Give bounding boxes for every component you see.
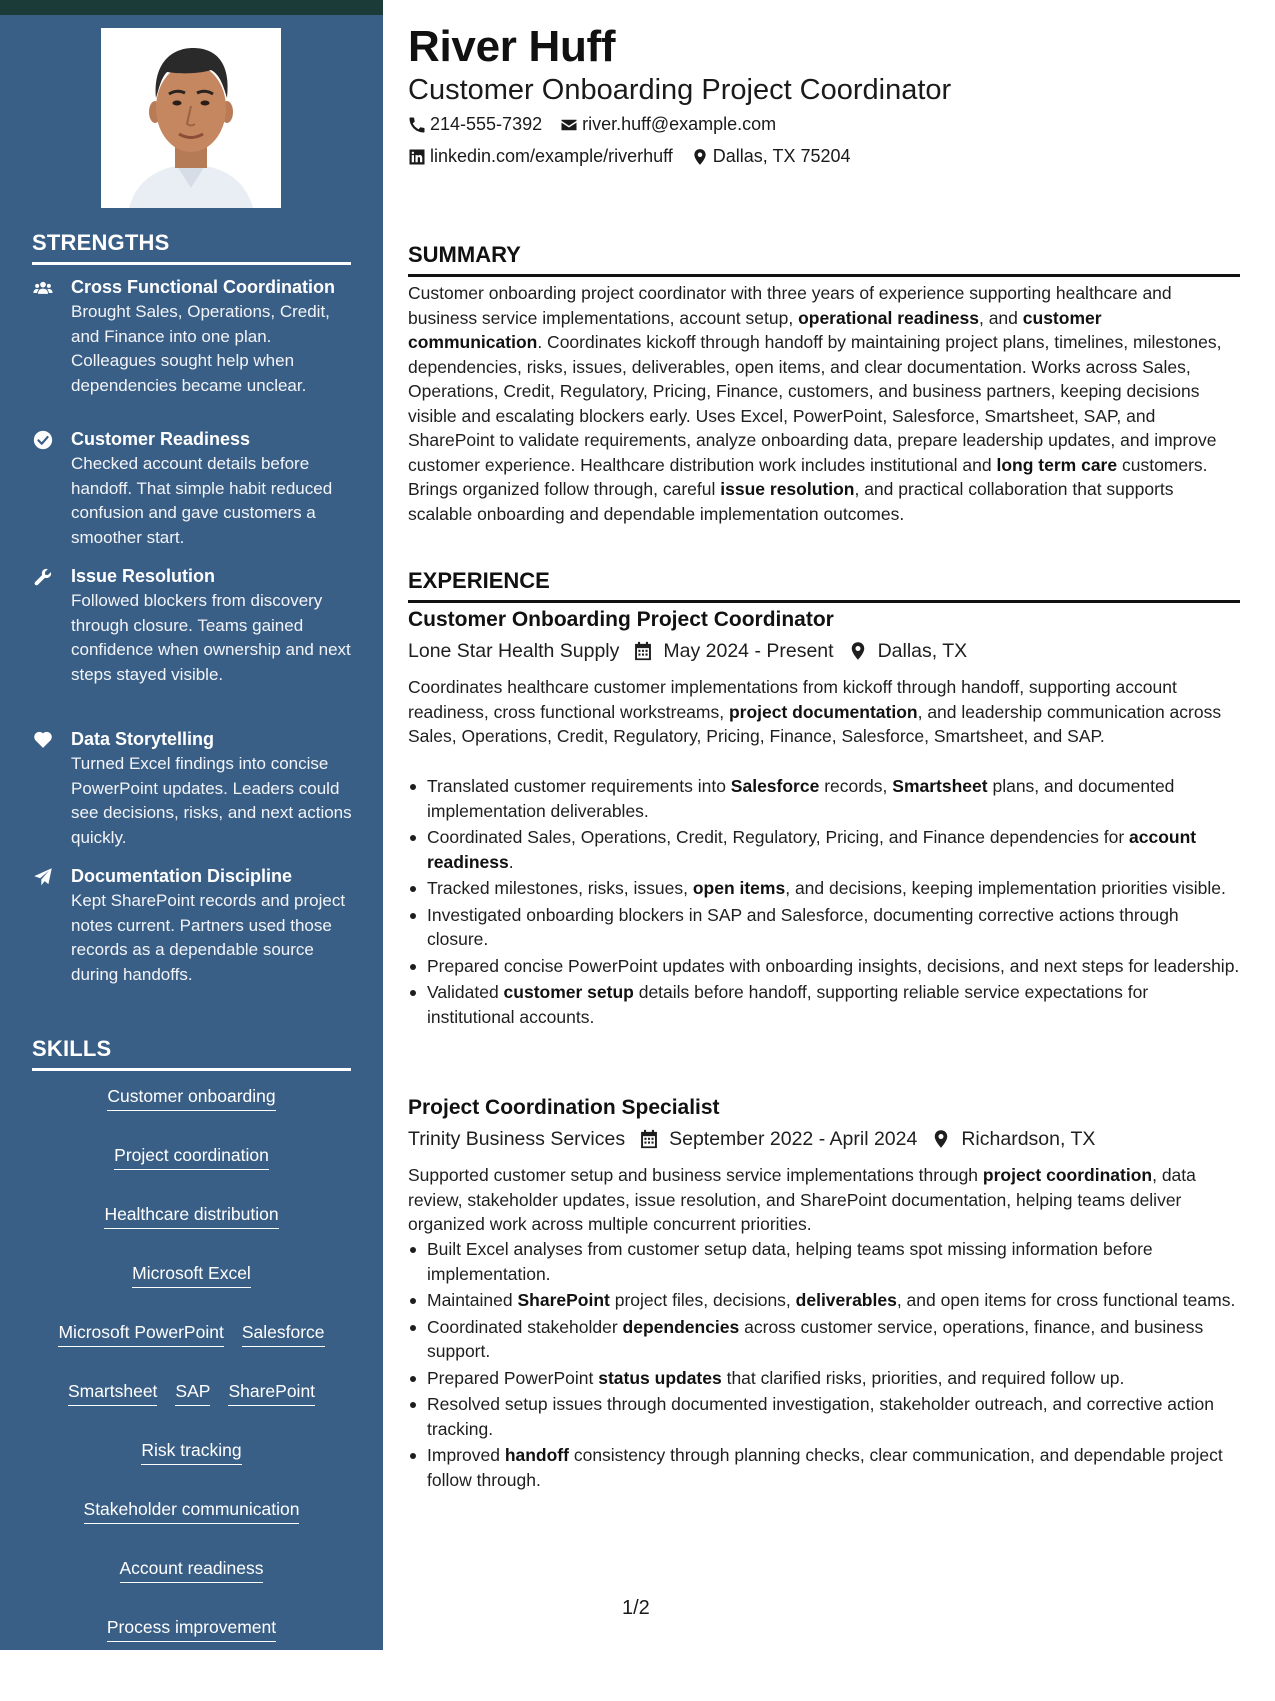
linkedin-icon — [408, 148, 426, 166]
map-pin-icon — [691, 148, 709, 166]
skill-tag: Microsoft PowerPoint — [58, 1320, 223, 1347]
strength-desc: Brought Sales, Operations, Credit, and Finance into one plan. Colleagues sought help when dependencies became unclear. — [71, 302, 330, 395]
phone-icon — [408, 116, 426, 134]
skill-tag: Issue resolution — [192, 1674, 315, 1701]
phone-contact[interactable] — [408, 114, 542, 135]
heart-icon — [32, 729, 54, 751]
job-title: Project Coordination Specialist — [408, 1096, 720, 1119]
summary-text: Customer onboarding project coordinator with three years of experience supporting healthcare and business service implementations, account setup, operational readiness, and customer communication. Coordinates kickoff through handoff by maintaining project plans, timelines, milestones, dependencies, risks, issues, deliverables, open items, and clear documentation. Works across Sales, Operations, Credit, Regulatory, Pricing, Finance, customers, and business partners, keeping decisions visible and escalating blockers early. Uses Excel, PowerPoint, Salesforce, Smartsheet, SAP, and SharePoint to validate requirements, analyze onboarding data, prepare leadership updates, and improve customer experience. Healthcare distribution work includes institutional and long term care customers. Brings organized follow through, careful issue resolution, and practical collaboration that supports scalable onboarding and dependable implementation outcomes. — [408, 283, 1222, 524]
profile-photo — [101, 28, 281, 208]
job-title: Customer Onboarding Project Coordinator — [408, 608, 834, 631]
job-bullets — [408, 1237, 1240, 1494]
email-text: river.huff@example.com — [582, 114, 777, 134]
strength-desc: Kept SharePoint records and project notes current. Partners used those records as a dependable source during handoffs. — [71, 891, 346, 984]
list-item: Prepared concise PowerPoint updates with onboarding insights, decisions, and next steps for leadership. — [408, 954, 1240, 979]
job-description: Coordinates healthcare customer implementations from kickoff through handoff, supporting account readiness, cross functional workstreams, project documentation, and leadership communication across Sales, Operations, Credit, Regulatory, Pricing, Finance, Salesforce, Smartsheet, and SAP. — [408, 677, 1222, 746]
skill-tag: Data analysis — [69, 1674, 174, 1701]
contact-row — [408, 114, 794, 135]
skill-tag: Project coordination — [114, 1143, 269, 1170]
summary-heading: SUMMARY — [408, 242, 1240, 277]
linkedin-text: linkedin.com/example/riverhuff — [430, 146, 673, 166]
skills-heading: SKILLS — [32, 1036, 351, 1071]
strengths-heading: STRENGTHS — [32, 230, 351, 265]
calendar-icon — [633, 641, 655, 663]
skill-tag: Risk tracking — [141, 1438, 241, 1465]
job-meta — [408, 1128, 1095, 1151]
strength-desc: Turned Excel findings into concise PowerPoint updates. Leaders could see decisions, risks, and next actions quickly. — [71, 754, 352, 847]
list-item: Resolved setup issues through documented investigation, stakeholder outreach, and corrective action tracking. — [408, 1392, 1240, 1441]
company-name: Trinity Business Services — [408, 1128, 626, 1150]
list-item: Improved handoff consistency through planning checks, clear communication, and dependable project follow through. — [408, 1443, 1240, 1492]
strength-title: Customer Readiness — [71, 429, 251, 449]
job-dates: September 2022 - April 2024 — [669, 1128, 918, 1150]
skill-tag: Smartsheet — [68, 1379, 157, 1406]
list-item: Translated customer requirements into Salesforce records, Smartsheet plans, and documented implementation deliverables. — [408, 774, 1240, 823]
page-number: 1/2 — [622, 1597, 650, 1619]
list-item: Prepared PowerPoint status updates that clarified risks, priorities, and required follow up. — [408, 1366, 1240, 1391]
candidate-name: River Huff — [408, 22, 616, 71]
list-item: Built Excel analyses from customer setup data, helping teams spot missing information before implementation. — [408, 1237, 1240, 1286]
skills-list — [32, 1084, 351, 1701]
company-name: Lone Star Health Supply — [408, 640, 620, 662]
strength-title: Issue Resolution — [71, 566, 216, 586]
strength-title: Data Storytelling — [71, 729, 215, 749]
job-bullets — [408, 774, 1240, 1031]
skill-tag: Stakeholder communication — [84, 1497, 300, 1524]
skill-tag: SharePoint — [228, 1379, 315, 1406]
candidate-role: Customer Onboarding Project Coordinator — [408, 74, 952, 106]
skill-tag: Account readiness — [120, 1556, 264, 1583]
contact-row — [408, 146, 869, 167]
skill-tag: SAP — [175, 1379, 210, 1406]
skill-tag: Microsoft Excel — [132, 1261, 251, 1288]
users-icon — [32, 277, 54, 299]
check-circle-icon — [32, 429, 54, 451]
strength-desc: Checked account details before handoff. That simple habit reduced confusion and gave customers a smoother start. — [71, 454, 333, 547]
job-location: Richardson, TX — [961, 1128, 1096, 1150]
sidebar-top-bar — [0, 0, 383, 15]
map-pin-icon — [931, 1129, 953, 1151]
list-item: Validated customer setup details before handoff, supporting reliable service expectations for institutional accounts. — [408, 980, 1240, 1029]
experience-heading: EXPERIENCE — [408, 568, 1240, 603]
envelope-icon — [560, 116, 578, 134]
list-item: Coordinated Sales, Operations, Credit, Regulatory, Pricing, and Finance dependencies for account readiness. — [408, 825, 1240, 874]
location-contact — [691, 146, 851, 167]
wrench-icon — [32, 566, 54, 588]
map-pin-icon — [848, 641, 870, 663]
skill-tag: Process improvement — [107, 1615, 276, 1642]
list-item: Tracked milestones, risks, issues, open items, and decisions, keeping implementation priorities visible. — [408, 876, 1240, 901]
profile-photo-illustration — [101, 28, 281, 208]
skill-tag: Customer onboarding — [107, 1084, 275, 1111]
list-item: Maintained SharePoint project files, decisions, deliverables, and open items for cross functional teams. — [408, 1288, 1240, 1313]
job-location: Dallas, TX — [877, 640, 968, 662]
strength-title: Cross Functional Coordination — [71, 277, 335, 297]
job-description: Supported customer setup and business service implementations through project coordination, data review, stakeholder updates, issue resolution, and SharePoint documentation, helping teams deliver organized work across multiple concurrent priorities. — [408, 1165, 1196, 1234]
location-text: Dallas, TX 75204 — [712, 146, 851, 166]
paper-plane-icon — [32, 866, 54, 888]
job-dates: May 2024 - Present — [663, 640, 834, 662]
sidebar — [0, 0, 383, 1696]
phone-text: 214-555-7392 — [430, 114, 543, 134]
skill-tag: Salesforce — [242, 1320, 325, 1347]
skill-tag: Healthcare distribution — [104, 1202, 278, 1229]
list-item: Coordinated stakeholder dependencies across customer service, operations, finance, and business support. — [408, 1315, 1240, 1364]
main-content — [408, 0, 1240, 1650]
strength-title: Documentation Discipline — [71, 866, 293, 886]
strength-desc: Followed blockers from discovery through closure. Teams gained confidence when ownership and next steps stayed visible. — [71, 591, 351, 684]
list-item: Investigated onboarding blockers in SAP and Salesforce, documenting corrective actions through closure. — [408, 903, 1240, 952]
calendar-icon — [639, 1129, 661, 1151]
email-contact[interactable] — [560, 114, 776, 135]
linkedin-contact[interactable] — [408, 146, 673, 167]
job-meta — [408, 640, 967, 663]
